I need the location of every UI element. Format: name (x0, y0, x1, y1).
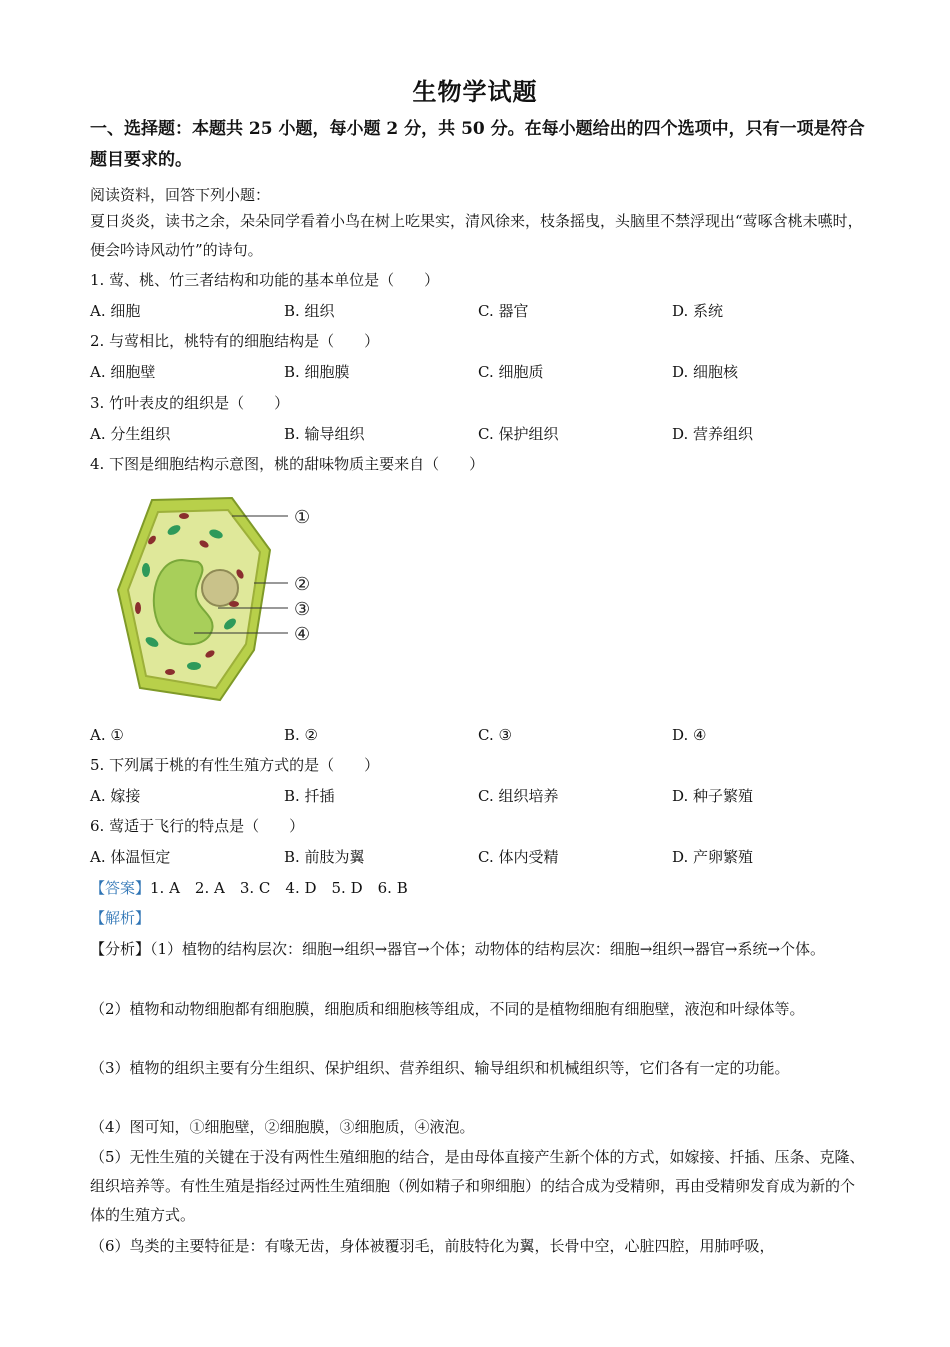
question-3: 3. 竹叶表皮的组织是（ ） (90, 394, 290, 412)
mitochondrion (179, 513, 189, 519)
question-6: 6. 莺适于飞行的特点是（ ） (90, 817, 305, 835)
label-4: ④ (294, 624, 311, 645)
reading-intro: 阅读资料，回答下列小题： (90, 186, 271, 204)
q3-option-a: A. 分生组织 (90, 425, 171, 443)
q1-option-b: B. 组织 (284, 302, 335, 320)
page-title: 生物学试题 (412, 77, 538, 106)
analysis-para-2: （2）植物和动物细胞都有细胞膜，细胞质和细胞核等组成，不同的是植物细胞有细胞壁，液泡和叶绿体等。 (90, 1000, 805, 1018)
q4-option-b: B. ② (284, 726, 319, 744)
q2-option-b: B. 细胞膜 (284, 363, 350, 381)
q2-option-d: D. 细胞核 (672, 363, 739, 381)
q6-option-b: B. 前肢为翼 (284, 848, 365, 866)
answer-values: 1. A 2. A 3. C 4. D 5. D 6. B (150, 879, 408, 897)
q2-option-c: C. 细胞质 (478, 363, 544, 381)
q5-option-b: B. 扦插 (284, 787, 335, 805)
q4-option-d: D. ④ (672, 726, 707, 744)
q3-option-d: D. 营养组织 (672, 425, 754, 443)
q4-option-c: C. ③ (478, 726, 512, 744)
label-2: ② (294, 574, 311, 595)
q1-option-d: D. 系统 (672, 302, 724, 320)
chloroplast (187, 662, 201, 670)
analysis-para-4: （4）图可知，①细胞壁，②细胞膜，③细胞质，④液泡。 (90, 1118, 475, 1136)
q6-option-d: D. 产卵繁殖 (672, 848, 754, 866)
q3-option-c: C. 保护组织 (478, 425, 559, 443)
section-heading: 一、选择题：本题共 25 小题，每小题 2 分，共 50 分。在每小题给出的四个选项中，只有一项是符合题目要求的。 (90, 119, 865, 170)
question-1: 1. 莺、桃、竹三者结构和功能的基本单位是（ ） (90, 271, 440, 289)
q1-option-a: A. 细胞 (90, 302, 141, 320)
q5-option-d: D. 种子繁殖 (672, 787, 754, 805)
plant-cell-diagram (112, 490, 342, 710)
question-4: 4. 下图是细胞结构示意图，桃的甜味物质主要来自（ ） (90, 455, 485, 473)
q6-option-c: C. 体内受精 (478, 848, 559, 866)
chloroplast (142, 563, 150, 577)
question-2: 2. 与莺相比，桃特有的细胞结构是（ ） (90, 332, 380, 350)
q6-option-a: A. 体温恒定 (90, 848, 171, 866)
analysis-tag: 【解析】 (90, 909, 151, 927)
q1-option-c: C. 器官 (478, 302, 529, 320)
q3-option-b: B. 输导组织 (284, 425, 365, 443)
label-1: ① (294, 507, 311, 528)
answer-tag: 【答案】 (90, 879, 151, 897)
nucleus (202, 570, 238, 606)
q2-option-a: A. 细胞壁 (90, 363, 156, 381)
analysis-para-6: （6）鸟类的主要特征是：有喙无齿，身体被覆羽毛，前肢特化为翼，长骨中空，心脏四腔，用肺呼吸， (90, 1237, 775, 1255)
analysis-para-1: 【分析】（1）植物的结构层次：细胞→组织→器官→个体；动物体的结构层次：细胞→组织→器官→系统→个体。 (90, 940, 826, 958)
mitochondrion (135, 602, 141, 614)
mitochondrion (165, 669, 175, 675)
q4-option-a: A. ① (90, 726, 124, 744)
q5-option-c: C. 组织培养 (478, 787, 559, 805)
analysis-para-3: （3）植物的组织主要有分生组织、保护组织、营养组织、输导组织和机械组织等，它们各有一定的功能。 (90, 1059, 790, 1077)
q5-option-a: A. 嫁接 (90, 787, 141, 805)
analysis-para-5: （5）无性生殖的关键在于没有两性生殖细胞的结合，是由母体直接产生新个体的方式，如嫁接、扦插、压条、克隆、组织培养等。有性生殖是指经过两性生殖细胞（例如精子和卵细胞）的结合成为受精卵，再由受精卵发育成为新的个体的生殖方式。 (90, 1148, 865, 1224)
answer-line (90, 877, 865, 899)
label-3: ③ (294, 599, 311, 620)
reading-passage: 夏日炎炎，读书之余，朵朵同学看着小鸟在树上吃果实，清风徐来，枝条摇曳，头脑里不禁浮现出“莺啄含桃未嚥时，便会吟诗风动竹”的诗句。 (90, 212, 863, 259)
mitochondrion (229, 601, 239, 607)
question-5: 5. 下列属于桃的有性生殖方式的是（ ） (90, 756, 380, 774)
